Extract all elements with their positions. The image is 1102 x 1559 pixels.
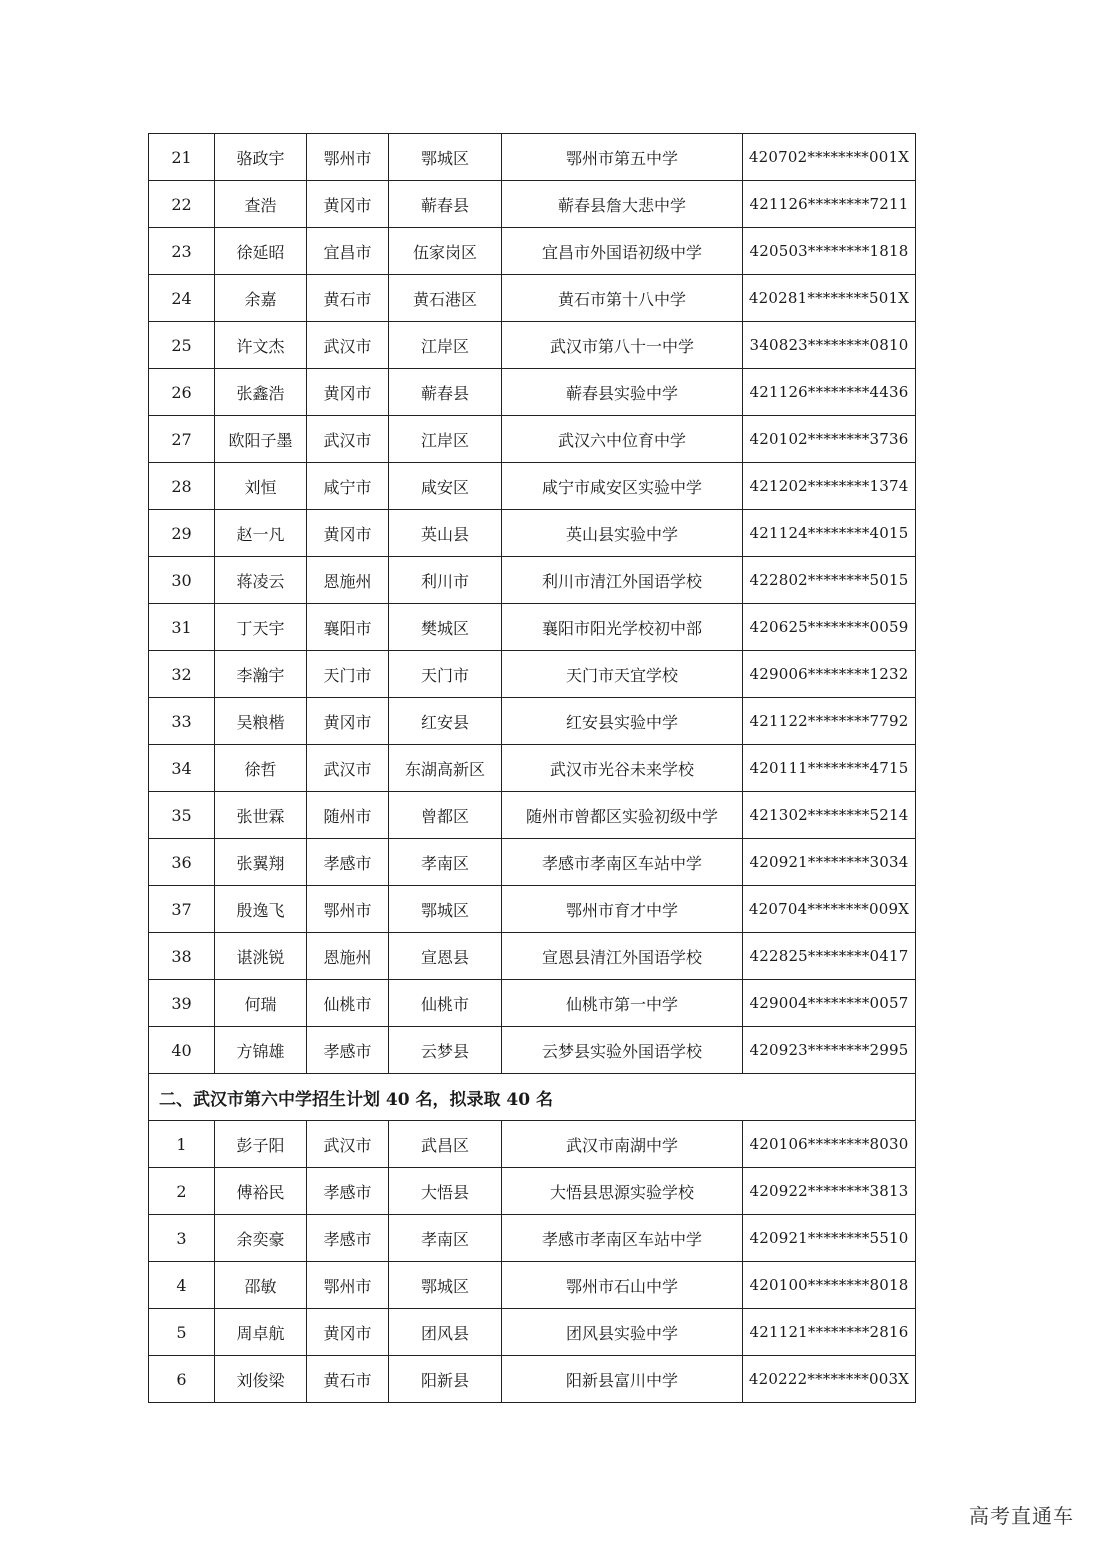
table-row [149,134,916,181]
row-number-cell: 34 [149,745,215,792]
table-row [149,886,916,933]
city-cell: 襄阳市 [307,604,389,651]
admission-roster-table [148,133,916,1403]
student-name-cell: 张世霖 [215,792,307,839]
district-cell: 武昌区 [389,1121,502,1168]
school-name-cell: 黄石市第十八中学 [502,275,743,322]
school-name-cell: 云梦县实验外国语学校 [502,1027,743,1074]
row-number-cell: 22 [149,181,215,228]
student-name-cell: 何瑞 [215,980,307,1027]
city-cell: 黄石市 [307,1356,389,1403]
id-number-cell: 421126********4436 [743,369,916,416]
row-number-cell: 31 [149,604,215,651]
id-number-cell: 421124********4015 [743,510,916,557]
city-cell: 黄石市 [307,275,389,322]
school-name-cell: 武汉市第八十一中学 [502,322,743,369]
district-cell: 红安县 [389,698,502,745]
id-number-cell: 420921********3034 [743,839,916,886]
id-number-cell: 420923********2995 [743,1027,916,1074]
district-cell: 江岸区 [389,416,502,463]
city-cell: 孝感市 [307,1027,389,1074]
row-number-cell: 24 [149,275,215,322]
table-row [149,510,916,557]
table-row [149,1356,916,1403]
school-name-cell: 武汉六中位育中学 [502,416,743,463]
student-name-cell: 许文杰 [215,322,307,369]
row-number-cell: 1 [149,1121,215,1168]
city-cell: 随州市 [307,792,389,839]
table-row [149,1027,916,1074]
student-name-cell: 傅裕民 [215,1168,307,1215]
student-name-cell: 余奕豪 [215,1215,307,1262]
table-row [149,416,916,463]
row-number-cell: 29 [149,510,215,557]
section-header-row [149,1074,916,1121]
city-cell: 黄冈市 [307,698,389,745]
student-name-cell: 方锦雄 [215,1027,307,1074]
district-cell: 伍家岗区 [389,228,502,275]
student-name-cell: 徐哲 [215,745,307,792]
student-name-cell: 殷逸飞 [215,886,307,933]
city-cell: 孝感市 [307,1215,389,1262]
student-name-cell: 丁天宇 [215,604,307,651]
row-number-cell: 21 [149,134,215,181]
student-name-cell: 刘恒 [215,463,307,510]
table-row [149,980,916,1027]
school-name-cell: 鄂州市育才中学 [502,886,743,933]
city-cell: 黄冈市 [307,510,389,557]
district-cell: 大悟县 [389,1168,502,1215]
table-row [149,557,916,604]
row-number-cell: 28 [149,463,215,510]
row-number-cell: 37 [149,886,215,933]
city-cell: 武汉市 [307,1121,389,1168]
student-name-cell: 谌洮锐 [215,933,307,980]
id-number-cell: 429004********0057 [743,980,916,1027]
table-row [149,651,916,698]
table-row [149,463,916,510]
city-cell: 咸宁市 [307,463,389,510]
student-name-cell: 余嘉 [215,275,307,322]
table-row [149,1215,916,1262]
row-number-cell: 3 [149,1215,215,1262]
id-number-cell: 420100********8018 [743,1262,916,1309]
table-row [149,181,916,228]
school-name-cell: 武汉市南湖中学 [502,1121,743,1168]
city-cell: 黄冈市 [307,181,389,228]
city-cell: 仙桃市 [307,980,389,1027]
table-row [149,839,916,886]
district-cell: 利川市 [389,557,502,604]
student-name-cell: 周卓航 [215,1309,307,1356]
city-cell: 恩施州 [307,933,389,980]
id-number-cell: 421121********2816 [743,1309,916,1356]
row-number-cell: 2 [149,1168,215,1215]
district-cell: 江岸区 [389,322,502,369]
school-name-cell: 咸宁市咸安区实验中学 [502,463,743,510]
id-number-cell: 421202********1374 [743,463,916,510]
city-cell: 鄂州市 [307,886,389,933]
city-cell: 黄冈市 [307,369,389,416]
district-cell: 团风县 [389,1309,502,1356]
city-cell: 武汉市 [307,322,389,369]
id-number-cell: 421122********7792 [743,698,916,745]
row-number-cell: 32 [149,651,215,698]
student-name-cell: 李瀚宇 [215,651,307,698]
id-number-cell: 340823********0810 [743,322,916,369]
school-name-cell: 蕲春县詹大悲中学 [502,181,743,228]
student-name-cell: 邵敏 [215,1262,307,1309]
district-cell: 孝南区 [389,839,502,886]
id-number-cell: 422802********5015 [743,557,916,604]
table-row [149,1121,916,1168]
id-number-cell: 420281********501X [743,275,916,322]
row-number-cell: 25 [149,322,215,369]
student-name-cell: 吴粮楷 [215,698,307,745]
student-name-cell: 赵一凡 [215,510,307,557]
school-name-cell: 宜昌市外国语初级中学 [502,228,743,275]
district-cell: 阳新县 [389,1356,502,1403]
id-number-cell: 420102********3736 [743,416,916,463]
row-number-cell: 36 [149,839,215,886]
district-cell: 曾都区 [389,792,502,839]
district-cell: 云梦县 [389,1027,502,1074]
district-cell: 东湖高新区 [389,745,502,792]
student-name-cell: 徐延昭 [215,228,307,275]
city-cell: 天门市 [307,651,389,698]
district-cell: 宣恩县 [389,933,502,980]
id-number-cell: 420702********001X [743,134,916,181]
student-name-cell: 刘俊梁 [215,1356,307,1403]
row-number-cell: 33 [149,698,215,745]
student-name-cell: 蒋凌云 [215,557,307,604]
student-name-cell: 张鑫浩 [215,369,307,416]
district-cell: 蕲春县 [389,369,502,416]
row-number-cell: 39 [149,980,215,1027]
school-name-cell: 鄂州市石山中学 [502,1262,743,1309]
city-cell: 鄂州市 [307,1262,389,1309]
school-name-cell: 英山县实验中学 [502,510,743,557]
row-number-cell: 5 [149,1309,215,1356]
school-name-cell: 红安县实验中学 [502,698,743,745]
table-row [149,228,916,275]
id-number-cell: 422825********0417 [743,933,916,980]
city-cell: 黄冈市 [307,1309,389,1356]
district-cell: 英山县 [389,510,502,557]
district-cell: 鄂城区 [389,134,502,181]
id-number-cell: 420106********8030 [743,1121,916,1168]
table-row [149,1168,916,1215]
school-name-cell: 随州市曾都区实验初级中学 [502,792,743,839]
school-name-cell: 孝感市孝南区车站中学 [502,839,743,886]
school-name-cell: 孝感市孝南区车站中学 [502,1215,743,1262]
student-name-cell: 查浩 [215,181,307,228]
school-name-cell: 蕲春县实验中学 [502,369,743,416]
row-number-cell: 38 [149,933,215,980]
school-name-cell: 武汉市光谷未来学校 [502,745,743,792]
city-cell: 孝感市 [307,839,389,886]
roster-body [149,134,916,1403]
id-number-cell: 420625********0059 [743,604,916,651]
id-number-cell: 420222********003X [743,1356,916,1403]
student-name-cell: 骆政宇 [215,134,307,181]
id-number-cell: 421126********7211 [743,181,916,228]
table-row [149,322,916,369]
district-cell: 天门市 [389,651,502,698]
table-row [149,745,916,792]
id-number-cell: 420921********5510 [743,1215,916,1262]
table-row [149,698,916,745]
city-cell: 宜昌市 [307,228,389,275]
id-number-cell: 420704********009X [743,886,916,933]
table-row [149,275,916,322]
district-cell: 鄂城区 [389,886,502,933]
city-cell: 鄂州市 [307,134,389,181]
school-name-cell: 襄阳市阳光学校初中部 [502,604,743,651]
row-number-cell: 40 [149,1027,215,1074]
row-number-cell: 6 [149,1356,215,1403]
district-cell: 鄂城区 [389,1262,502,1309]
school-name-cell: 阳新县富川中学 [502,1356,743,1403]
row-number-cell: 27 [149,416,215,463]
table-row [149,1262,916,1309]
row-number-cell: 30 [149,557,215,604]
school-name-cell: 仙桃市第一中学 [502,980,743,1027]
district-cell: 黄石港区 [389,275,502,322]
district-cell: 咸安区 [389,463,502,510]
student-name-cell: 欧阳子墨 [215,416,307,463]
row-number-cell: 35 [149,792,215,839]
table-row [149,604,916,651]
row-number-cell: 23 [149,228,215,275]
row-number-cell: 26 [149,369,215,416]
table-row [149,933,916,980]
school-name-cell: 宣恩县清江外国语学校 [502,933,743,980]
row-number-cell: 4 [149,1262,215,1309]
student-name-cell: 张翼翔 [215,839,307,886]
id-number-cell: 420503********1818 [743,228,916,275]
school-name-cell: 鄂州市第五中学 [502,134,743,181]
id-number-cell: 420111********4715 [743,745,916,792]
district-cell: 蕲春县 [389,181,502,228]
district-cell: 樊城区 [389,604,502,651]
city-cell: 武汉市 [307,745,389,792]
table-row [149,792,916,839]
city-cell: 恩施州 [307,557,389,604]
table-row [149,1309,916,1356]
id-number-cell: 421302********5214 [743,792,916,839]
section-title: 二、武汉市第六中学招生计划 40 名，拟录取 40 名 [149,1074,916,1121]
school-name-cell: 天门市天宜学校 [502,651,743,698]
watermark-text: 高考直通车 [969,1504,1074,1528]
table-row [149,369,916,416]
school-name-cell: 利川市清江外国语学校 [502,557,743,604]
school-name-cell: 团风县实验中学 [502,1309,743,1356]
district-cell: 仙桃市 [389,980,502,1027]
district-cell: 孝南区 [389,1215,502,1262]
id-number-cell: 429006********1232 [743,651,916,698]
city-cell: 武汉市 [307,416,389,463]
school-name-cell: 大悟县思源实验学校 [502,1168,743,1215]
id-number-cell: 420922********3813 [743,1168,916,1215]
city-cell: 孝感市 [307,1168,389,1215]
student-name-cell: 彭子阳 [215,1121,307,1168]
